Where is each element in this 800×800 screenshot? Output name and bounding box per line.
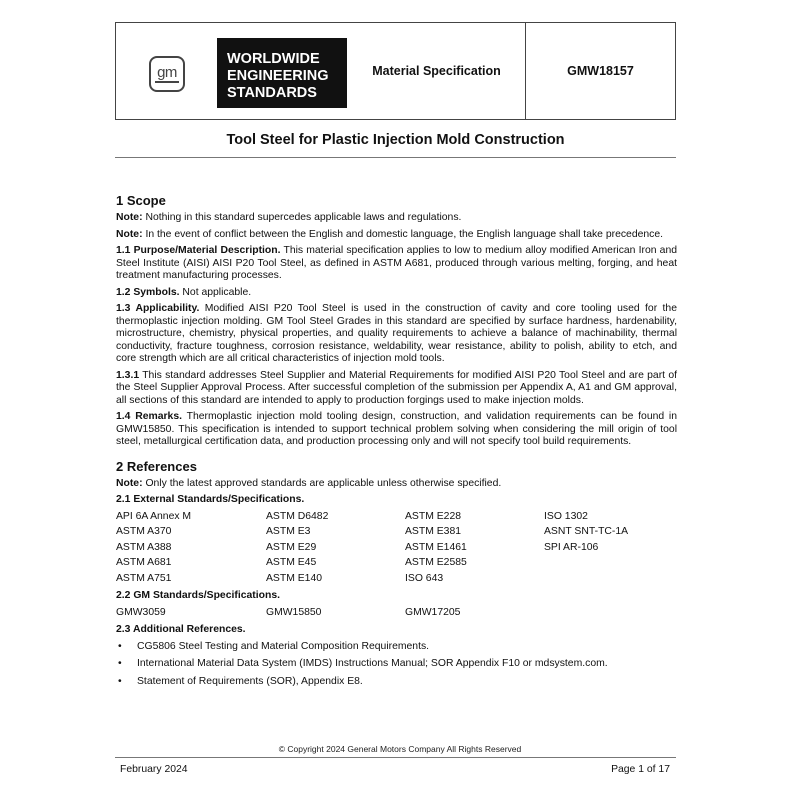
list-item: GMW3059 bbox=[116, 606, 166, 618]
list-item: ASTM E1461 bbox=[405, 541, 467, 553]
additional-references-heading: 2.3 Additional References. bbox=[116, 624, 246, 635]
list-item: • International Material Data System (IMDS) Instructions Manual; SOR Appendix F10 or mdsystem.com. bbox=[118, 658, 608, 669]
list-item: ASTM A388 bbox=[116, 541, 172, 553]
list-item: ASTM A681 bbox=[116, 557, 172, 568]
list-item: SPI AR-106 bbox=[544, 541, 599, 553]
para-1-3: 1.3 Applicability. Modified AISI P20 Tool Steel is used in the construction of cavity and core tooling used for the thermoplastic injection molding. GM Tool Steel Grades in this standard are specified by surface hardness, hardenability, microstructure, chemistry, physical properties, and quality requirements to achieve a balance of machinability, thermal conductivity, fracture toughness, corrosion resistance, weldability, wear resistance, ability to polish, ability to etch, and core strength which are all critical characteristics of injection mold tools. bbox=[116, 303, 677, 364]
para-1-1: 1.1 Purpose/Material Description. This material specification applies to low to medium alloy modified American Iron and Steel Institute (AISI) AISI P20 Tool Steel, as defined in ASTM A681, produced through various melting, forging, and heat treatment manufacturing processes. bbox=[116, 245, 677, 281]
references-note: Note: Only the latest approved standards are applicable unless otherwise specified. bbox=[116, 477, 502, 489]
document-header bbox=[115, 22, 676, 120]
gm-standards-heading: 2.2 GM Standards/Specifications. bbox=[116, 590, 280, 601]
para-1-3-1: 1.3.1 This standard addresses Steel Supplier and Material Requirements for modified AISI P20 Tool Steel and are part of the Steel Supplier Approval Process. After successful completion of the submission per Appendix A, A1 and GM approval, all sections of this standard are intended to apply to production forgings used to make injection molds. bbox=[116, 369, 677, 406]
list-item: ASTM E45 bbox=[266, 557, 317, 568]
list-item bbox=[544, 557, 677, 570]
list-item: GMW17205 bbox=[405, 606, 461, 618]
bullet-icon: • bbox=[118, 675, 122, 687]
doc-type: Material Specification bbox=[328, 23, 526, 119]
footer-divider bbox=[115, 757, 676, 758]
title-divider bbox=[115, 157, 676, 158]
list-item: ASTM A751 bbox=[116, 572, 172, 584]
document-body bbox=[116, 193, 677, 693]
section-1-heading: 1 Scope bbox=[116, 193, 166, 208]
list-item: GMW15850 bbox=[266, 606, 322, 618]
logo-cell bbox=[116, 23, 328, 119]
external-standards-heading: 2.1 External Standards/Specifications. bbox=[116, 494, 305, 505]
para-1-4: 1.4 Remarks. Thermoplastic injection mold tooling design, construction, and validation requirements can be found in GMW15850. This specification is intended to support technical problem solving when considering the mill origin of tool steel, metallurgical certification data, and production processing only and will not specify tool build requirements. bbox=[116, 411, 678, 447]
note-1: Note: Nothing in this standard supercedes applicable laws and regulations. bbox=[116, 212, 462, 223]
list-item: API 6A Annex M bbox=[116, 510, 192, 522]
list-item: • CG5806 Steel Testing and Material Composition Requirements. bbox=[118, 640, 430, 652]
page-number: Page 1 of 17 bbox=[611, 764, 670, 775]
doc-number: GMW18157 bbox=[567, 64, 634, 78]
list-item: ASNT SNT-TC-1A bbox=[544, 526, 629, 537]
gm-logo-icon: gm bbox=[149, 56, 185, 92]
external-standards-list bbox=[116, 511, 677, 586]
list-item: • Statement of Requirements (SOR), Appendix E8. bbox=[118, 675, 363, 687]
note-2: Note: In the event of conflict between the English and domestic language, the English language shall take precedence. bbox=[116, 228, 664, 240]
list-item: ASTM E381 bbox=[405, 526, 462, 537]
bullet-icon: • bbox=[118, 640, 122, 652]
page-title: Tool Steel for Plastic Injection Mold Construction bbox=[226, 132, 565, 148]
list-item: ASTM E3 bbox=[266, 526, 311, 537]
gm-standards-list bbox=[116, 607, 677, 620]
copyright-notice: © Copyright 2024 General Motors Company All Rights Reserved bbox=[278, 744, 522, 754]
list-item: ASTM E140 bbox=[266, 572, 323, 584]
footer-date: February 2024 bbox=[120, 764, 188, 775]
list-item bbox=[544, 573, 677, 586]
list-item: ISO 1302 bbox=[544, 510, 588, 522]
list-item: ASTM E228 bbox=[405, 510, 462, 522]
list-item: ASTM D6482 bbox=[266, 510, 329, 522]
standards-box: WORLDWIDE ENGINEERING STANDARDS bbox=[217, 38, 347, 108]
para-1-2: 1.2 Symbols. Not applicable. bbox=[116, 286, 252, 298]
list-item: ASTM E29 bbox=[266, 541, 317, 553]
list-item: ISO 643 bbox=[405, 572, 444, 584]
additional-references-list bbox=[116, 641, 677, 689]
list-item: ASTM E2585 bbox=[405, 557, 467, 568]
bullet-icon: • bbox=[118, 658, 122, 669]
section-2-heading: 2 References bbox=[116, 458, 197, 474]
list-item: ASTM A370 bbox=[116, 526, 172, 537]
